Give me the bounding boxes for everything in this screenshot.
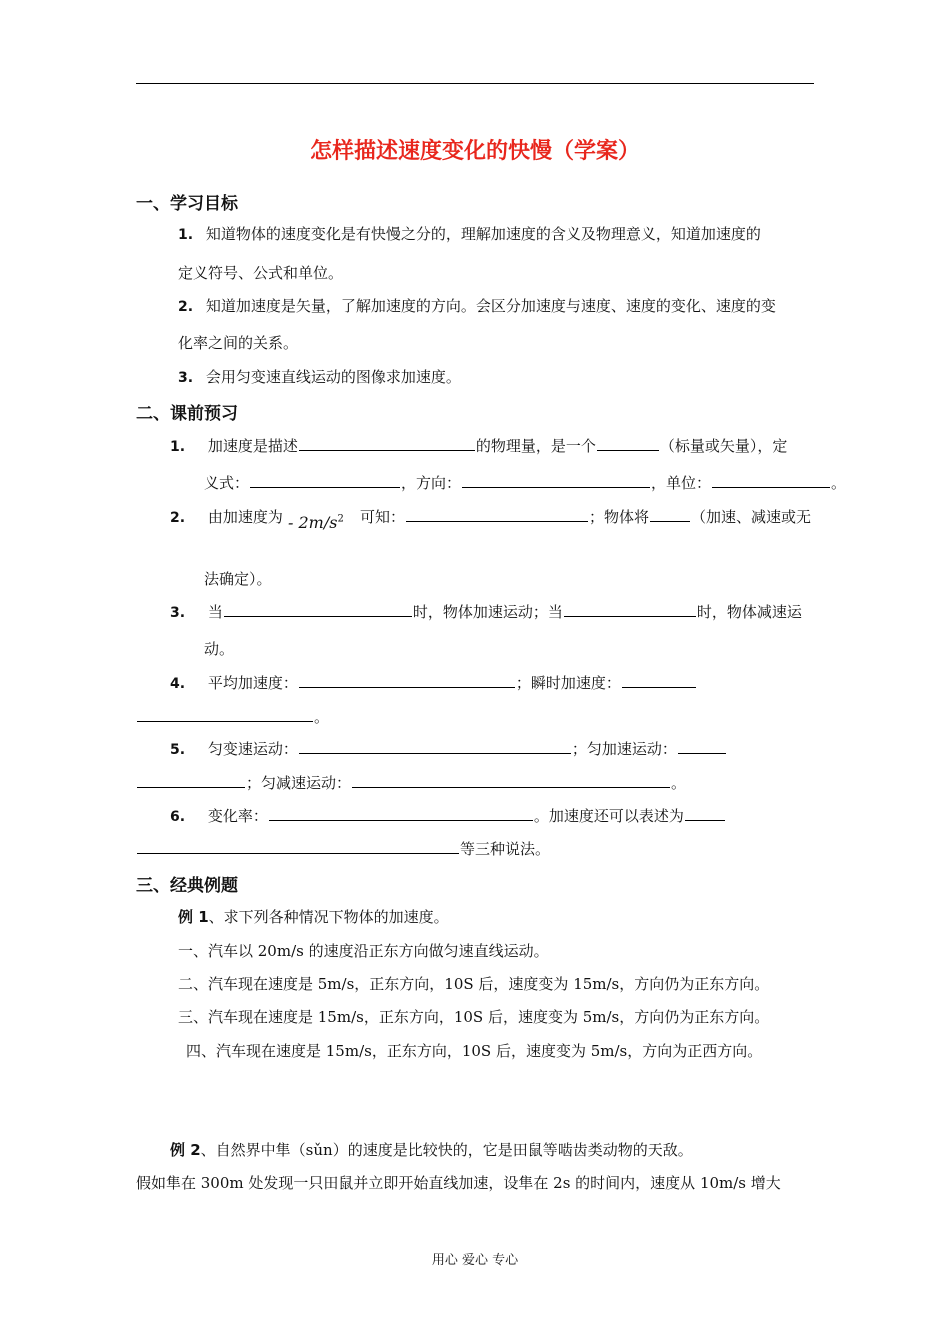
goal-2 <box>178 295 776 316</box>
goal-1 <box>178 223 761 244</box>
example-label: 例 1 <box>178 908 209 926</box>
blank-field[interactable] <box>650 507 690 522</box>
preview-q3-continued: 动。 <box>204 640 235 658</box>
goal-3 <box>178 366 461 387</box>
example-1-item-4: 四、汽车现在速度是 15m/s，正东方向，10S 后，速度变为 5m/s，方向为正西方向。 <box>186 1042 763 1060</box>
page-title: 怎样描述速度变化的快慢（学案） <box>309 139 640 164</box>
example-2-text: 假如隼在 300m 处发现一只田鼠并立即开始直线加速，设隼在 2s 的时间内，速度从 10m/s 增大 <box>136 1174 781 1192</box>
example-label: 例 2 <box>170 1141 201 1159</box>
question-text: 。 <box>314 708 330 726</box>
preview-q6-continued <box>136 838 550 859</box>
question-number: 5. <box>170 742 186 758</box>
example-text: 、求下列各种情况下物体的加速度。 <box>208 908 449 926</box>
question-text: 当 <box>207 603 223 621</box>
goal-2-continued: 化率之间的关系。 <box>178 334 299 352</box>
goal-number: 2. <box>178 299 194 315</box>
goal-text: 知道加速度是矢量，了解加速度的方向。会区分加速度与速度、速度的变化、速度的变 <box>205 297 776 315</box>
question-text: ；匀减速运动： <box>246 774 352 792</box>
blank-field[interactable] <box>564 602 696 617</box>
section-heading-preview: 二、课前预习 <box>136 404 238 424</box>
question-text: 。加速度还可以表述为 <box>533 807 684 825</box>
example-1-item-3: 三、汽车现在速度是 15m/s，正东方向，10S 后，速度变为 5m/s，方向仍为正东方向。 <box>178 1008 770 1026</box>
blank-field[interactable] <box>712 473 830 488</box>
math-expression: - 2m/s <box>288 513 338 532</box>
question-text: 。 <box>671 774 687 792</box>
section-heading-examples: 三、经典例题 <box>136 876 238 896</box>
blank-field[interactable] <box>462 473 650 488</box>
preview-q4-continued <box>136 706 329 727</box>
preview-q5-continued <box>136 772 686 793</box>
blank-field[interactable] <box>406 507 588 522</box>
blank-field[interactable] <box>685 806 725 821</box>
question-text: 加速度是描述 <box>207 437 298 455</box>
blank-field[interactable] <box>224 602 412 617</box>
blank-field[interactable] <box>622 673 696 688</box>
header-rule <box>136 83 814 84</box>
question-text: （标量或矢量），定 <box>659 437 788 455</box>
blank-field[interactable] <box>597 436 659 451</box>
question-text: ；物体将 <box>589 508 650 526</box>
question-number: 6. <box>170 809 186 825</box>
page-footer: 用心 爱心 专心 <box>431 1253 519 1268</box>
question-text: 等三种说法。 <box>460 840 551 858</box>
blank-field[interactable] <box>137 839 459 854</box>
blank-field[interactable] <box>678 739 726 754</box>
question-text: ；瞬时加速度： <box>515 674 621 692</box>
preview-q6 <box>170 805 726 826</box>
question-text: 匀变速运动： <box>207 740 298 758</box>
question-text: 变化率： <box>207 807 268 825</box>
question-text: ，单位： <box>651 474 712 492</box>
example-1-heading <box>178 906 449 927</box>
blank-field[interactable] <box>137 773 245 788</box>
goal-text: 会用匀变速直线运动的图像求加速度。 <box>205 368 461 386</box>
question-text: 。 <box>831 474 847 492</box>
question-text: ；匀加速运动： <box>571 740 677 758</box>
preview-q3 <box>170 601 802 622</box>
preview-q1 <box>170 435 787 456</box>
question-number: 3. <box>170 605 186 621</box>
blank-field[interactable] <box>299 739 571 754</box>
question-text: 的物理量，是一个 <box>475 437 596 455</box>
preview-q5 <box>170 738 727 759</box>
preview-q2-rest <box>360 506 811 527</box>
math-exponent: 2 <box>337 513 344 525</box>
acceleration-formula <box>288 513 344 532</box>
question-number: 4. <box>170 676 186 692</box>
question-text: ，方向： <box>401 474 462 492</box>
question-text: 时，物体加速运动；当 <box>412 603 563 621</box>
question-text: （加速、减速或无 <box>691 508 812 526</box>
example-text: 、自然界中隼（sǔn）的速度是比较快的，它是田鼠等啮齿类动物的天敌。 <box>200 1141 693 1159</box>
goal-text: 知道物体的速度变化是有快慢之分的，理解加速度的含义及物理意义，知道加速度的 <box>205 225 761 243</box>
goal-number: 3. <box>178 370 194 386</box>
example-1-item-1: 一、汽车以 20m/s 的速度沿正东方向做匀速直线运动。 <box>178 942 549 960</box>
preview-q2-continued: 法确定）。 <box>204 570 272 588</box>
example-1-item-2: 二、汽车现在速度是 5m/s，正东方向，10S 后，速度变为 15m/s，方向仍为正东方向。 <box>178 975 770 993</box>
blank-field[interactable] <box>269 806 533 821</box>
blank-field[interactable] <box>299 673 515 688</box>
question-number: 2. <box>170 510 186 526</box>
question-number: 1. <box>170 439 186 455</box>
question-text: 时，物体减速运 <box>696 603 802 621</box>
blank-field[interactable] <box>299 436 475 451</box>
preview-q4 <box>170 672 697 693</box>
section-heading-goals: 一、学习目标 <box>136 194 238 214</box>
question-text: 平均加速度： <box>207 674 298 692</box>
blank-field[interactable] <box>137 707 313 722</box>
question-text: 可知： <box>360 508 406 526</box>
preview-q2 <box>170 506 283 527</box>
blank-field[interactable] <box>250 473 400 488</box>
example-2-heading <box>170 1139 693 1160</box>
question-text: 由加速度为 <box>207 508 283 526</box>
preview-q1-continued <box>204 472 846 493</box>
blank-field[interactable] <box>352 773 670 788</box>
goal-number: 1. <box>178 227 194 243</box>
goal-1-continued: 定义符号、公式和单位。 <box>178 264 344 282</box>
question-text: 义式： <box>204 474 250 492</box>
